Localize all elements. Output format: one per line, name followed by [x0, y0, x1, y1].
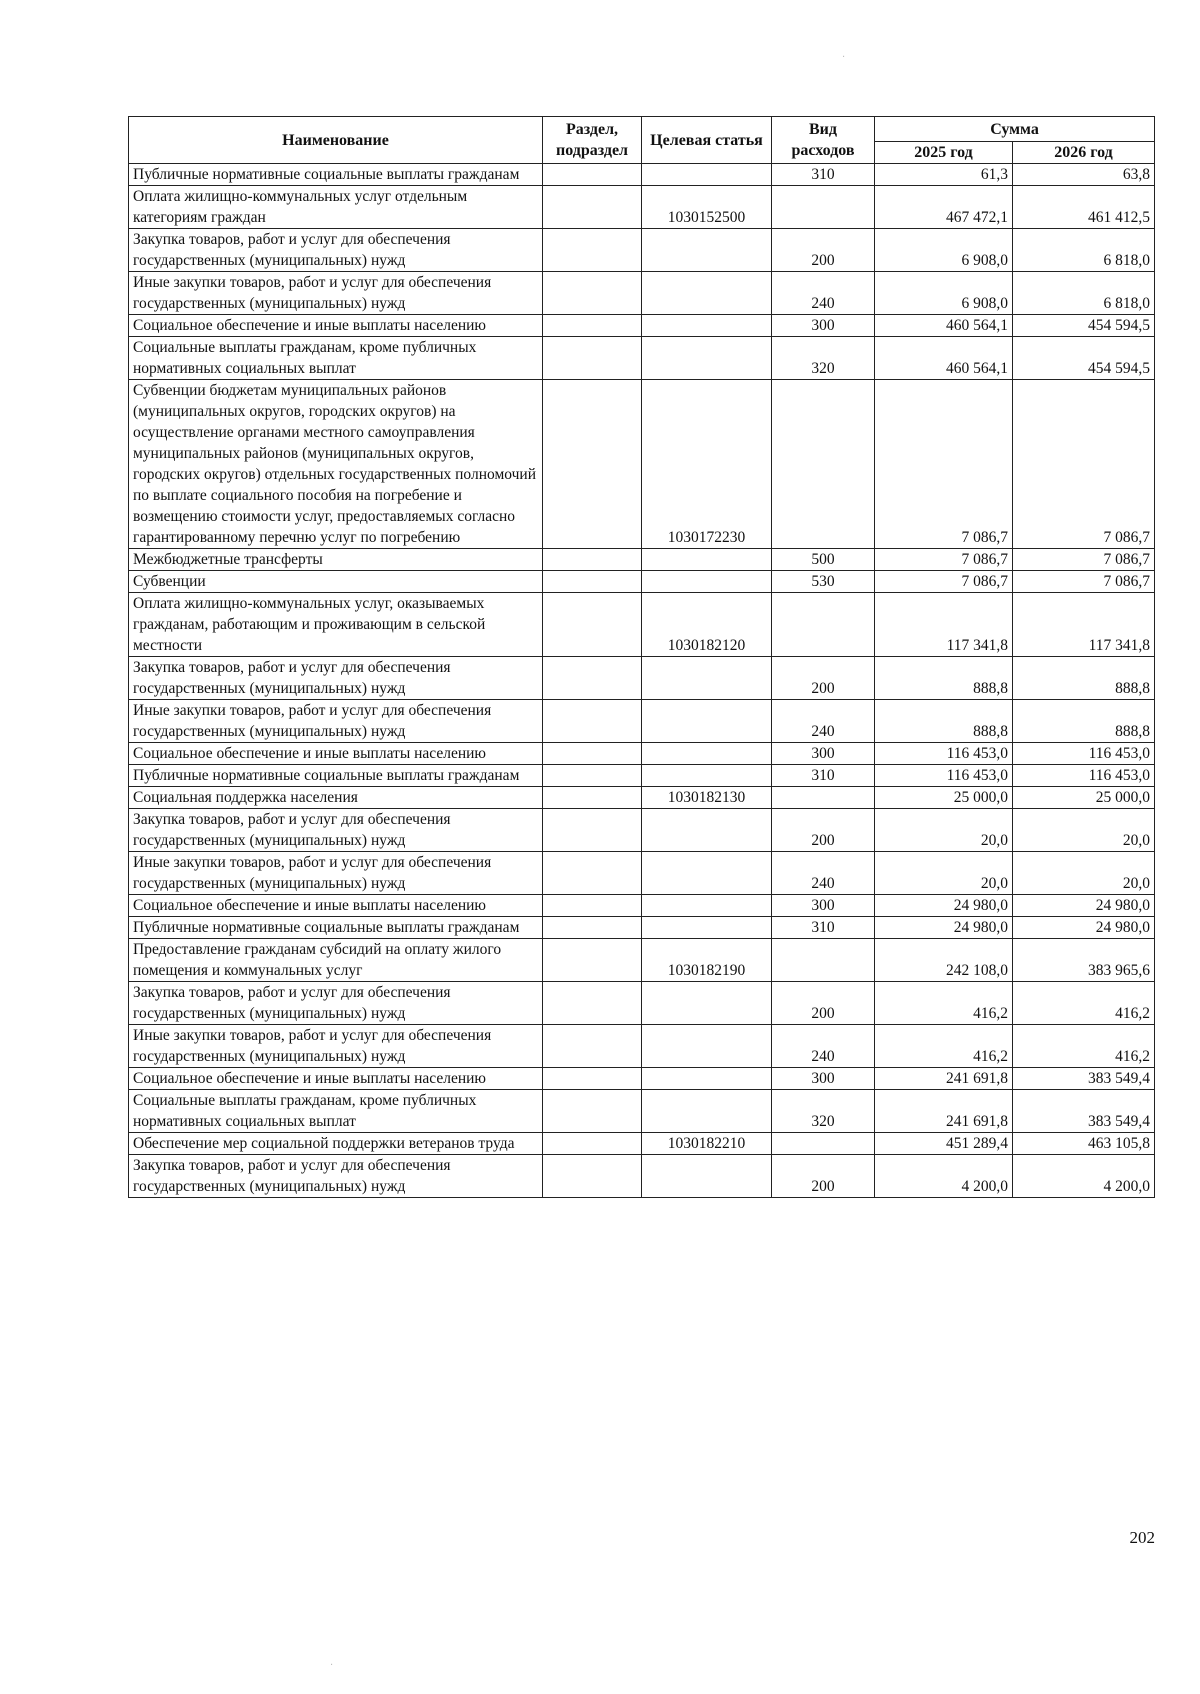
cell-target: 1030182120 — [642, 593, 772, 657]
cell-section — [543, 787, 642, 809]
cell-target: 1030182130 — [642, 787, 772, 809]
cell-target — [642, 315, 772, 337]
cell-kind — [772, 380, 875, 549]
cell-2026: 117 341,8 — [1013, 593, 1155, 657]
cell-target — [642, 571, 772, 593]
cell-kind: 240 — [772, 852, 875, 895]
header-kind: Вид расходов — [772, 117, 875, 164]
cell-kind: 320 — [772, 337, 875, 380]
cell-name: Иные закупки товаров, работ и услуг для обеспечения государственных (муниципальных) нужд — [129, 272, 543, 315]
table-row — [129, 1133, 1155, 1155]
cell-name: Субвенции бюджетам муниципальных районов (муниципальных округов, городских округов) на осуществление органами местного самоуправления муниципальных районов (муниципальных округов, городских округов) отдельных государственных полномочий по выплате социального пособия на погребение и возмещению стоимости услуг, предоставляемых согласно гарантированному перечню услуг по погребению — [129, 380, 543, 549]
cell-2025: 61,3 — [875, 164, 1013, 186]
cell-name: Субвенции — [129, 571, 543, 593]
cell-kind: 320 — [772, 1090, 875, 1133]
cell-section — [543, 272, 642, 315]
cell-name: Оплата жилищно-коммунальных услуг, оказываемых гражданам, работающим и проживающим в сельской местности — [129, 593, 543, 657]
table-row — [129, 315, 1155, 337]
cell-section — [543, 337, 642, 380]
table-body — [129, 164, 1155, 1198]
cell-kind: 310 — [772, 765, 875, 787]
cell-kind: 300 — [772, 315, 875, 337]
cell-section — [543, 593, 642, 657]
cell-2026: 463 105,8 — [1013, 1133, 1155, 1155]
cell-target — [642, 164, 772, 186]
cell-2026: 4 200,0 — [1013, 1155, 1155, 1198]
cell-target — [642, 1155, 772, 1198]
cell-section — [543, 982, 642, 1025]
cell-section — [543, 917, 642, 939]
cell-2025: 20,0 — [875, 809, 1013, 852]
header-section: Раздел, подраздел — [543, 117, 642, 164]
cell-section — [543, 657, 642, 700]
cell-2025: 24 980,0 — [875, 917, 1013, 939]
cell-name: Закупка товаров, работ и услуг для обеспечения государственных (муниципальных) нужд — [129, 657, 543, 700]
cell-2026: 454 594,5 — [1013, 315, 1155, 337]
cell-section — [543, 571, 642, 593]
cell-kind: 310 — [772, 917, 875, 939]
cell-target — [642, 657, 772, 700]
cell-2025: 25 000,0 — [875, 787, 1013, 809]
cell-2025: 116 453,0 — [875, 743, 1013, 765]
cell-2026: 416,2 — [1013, 982, 1155, 1025]
budget-table — [128, 116, 1155, 1198]
cell-target — [642, 700, 772, 743]
cell-2026: 24 980,0 — [1013, 917, 1155, 939]
cell-2026: 7 086,7 — [1013, 380, 1155, 549]
cell-kind — [772, 1133, 875, 1155]
cell-kind — [772, 939, 875, 982]
cell-name: Публичные нормативные социальные выплаты гражданам — [129, 164, 543, 186]
table-row — [129, 895, 1155, 917]
cell-2025: 20,0 — [875, 852, 1013, 895]
cell-name: Закупка товаров, работ и услуг для обеспечения государственных (муниципальных) нужд — [129, 809, 543, 852]
cell-2025: 888,8 — [875, 657, 1013, 700]
cell-2026: 454 594,5 — [1013, 337, 1155, 380]
header-target: Целевая статья — [642, 117, 772, 164]
table-row — [129, 1155, 1155, 1198]
cell-kind: 200 — [772, 657, 875, 700]
cell-2025: 242 108,0 — [875, 939, 1013, 982]
cell-section — [543, 380, 642, 549]
cell-section — [543, 809, 642, 852]
table-row — [129, 272, 1155, 315]
cell-kind: 240 — [772, 1025, 875, 1068]
cell-target — [642, 895, 772, 917]
cell-2026: 6 818,0 — [1013, 229, 1155, 272]
cell-2025: 7 086,7 — [875, 380, 1013, 549]
cell-2025: 467 472,1 — [875, 186, 1013, 229]
cell-section — [543, 700, 642, 743]
cell-name: Межбюджетные трансферты — [129, 549, 543, 571]
table-header — [129, 117, 1155, 164]
cell-kind: 240 — [772, 700, 875, 743]
cell-name: Иные закупки товаров, работ и услуг для обеспечения государственных (муниципальных) нужд — [129, 700, 543, 743]
table-row — [129, 939, 1155, 982]
cell-2026: 20,0 — [1013, 852, 1155, 895]
cell-name: Социальное обеспечение и иные выплаты населению — [129, 895, 543, 917]
header-year-2026: 2026 год — [1013, 142, 1155, 164]
cell-name: Публичные нормативные социальные выплаты гражданам — [129, 765, 543, 787]
cell-2026: 461 412,5 — [1013, 186, 1155, 229]
cell-section — [543, 229, 642, 272]
cell-kind: 300 — [772, 895, 875, 917]
cell-name: Обеспечение мер социальной поддержки ветеранов труда — [129, 1133, 543, 1155]
cell-section — [543, 939, 642, 982]
cell-target — [642, 1025, 772, 1068]
cell-2025: 416,2 — [875, 982, 1013, 1025]
cell-2026: 888,8 — [1013, 700, 1155, 743]
cell-2025: 4 200,0 — [875, 1155, 1013, 1198]
cell-2025: 24 980,0 — [875, 895, 1013, 917]
cell-2025: 460 564,1 — [875, 337, 1013, 380]
cell-kind: 200 — [772, 809, 875, 852]
cell-2026: 416,2 — [1013, 1025, 1155, 1068]
cell-section — [543, 164, 642, 186]
cell-name: Социальная поддержка населения — [129, 787, 543, 809]
cell-name: Иные закупки товаров, работ и услуг для обеспечения государственных (муниципальных) нужд — [129, 1025, 543, 1068]
cell-2025: 116 453,0 — [875, 765, 1013, 787]
cell-name: Социальные выплаты гражданам, кроме публичных нормативных социальных выплат — [129, 1090, 543, 1133]
table-row — [129, 787, 1155, 809]
scan-speck: · — [842, 52, 846, 63]
cell-name: Предоставление гражданам субсидий на оплату жилого помещения и коммунальных услуг — [129, 939, 543, 982]
cell-2026: 63,8 — [1013, 164, 1155, 186]
page-number: 202 — [1129, 1528, 1155, 1547]
cell-2026: 888,8 — [1013, 657, 1155, 700]
cell-name: Социальное обеспечение и иные выплаты населению — [129, 743, 543, 765]
table-row — [129, 917, 1155, 939]
cell-section — [543, 895, 642, 917]
cell-2026: 116 453,0 — [1013, 743, 1155, 765]
table-row — [129, 657, 1155, 700]
cell-target — [642, 549, 772, 571]
cell-section — [543, 315, 642, 337]
cell-2026: 20,0 — [1013, 809, 1155, 852]
cell-2026: 6 818,0 — [1013, 272, 1155, 315]
cell-2026: 383 549,4 — [1013, 1068, 1155, 1090]
scan-speck: · — [330, 1660, 334, 1671]
cell-2026: 7 086,7 — [1013, 571, 1155, 593]
cell-target — [642, 272, 772, 315]
cell-2026: 7 086,7 — [1013, 549, 1155, 571]
cell-section — [543, 852, 642, 895]
table-row — [129, 229, 1155, 272]
table-row — [129, 549, 1155, 571]
cell-2025: 451 289,4 — [875, 1133, 1013, 1155]
cell-2026: 116 453,0 — [1013, 765, 1155, 787]
table-row — [129, 571, 1155, 593]
cell-2025: 117 341,8 — [875, 593, 1013, 657]
cell-2025: 6 908,0 — [875, 229, 1013, 272]
cell-target — [642, 1068, 772, 1090]
cell-2025: 888,8 — [875, 700, 1013, 743]
cell-2025: 7 086,7 — [875, 571, 1013, 593]
cell-target — [642, 852, 772, 895]
cell-kind: 200 — [772, 229, 875, 272]
cell-name: Иные закупки товаров, работ и услуг для обеспечения государственных (муниципальных) нужд — [129, 852, 543, 895]
cell-section — [543, 1068, 642, 1090]
cell-kind — [772, 186, 875, 229]
header-name: Наименование — [129, 117, 543, 164]
cell-kind: 500 — [772, 549, 875, 571]
cell-2025: 241 691,8 — [875, 1090, 1013, 1133]
cell-name: Закупка товаров, работ и услуг для обеспечения государственных (муниципальных) нужд — [129, 1155, 543, 1198]
cell-2025: 460 564,1 — [875, 315, 1013, 337]
table-row — [129, 982, 1155, 1025]
cell-target — [642, 229, 772, 272]
table-row — [129, 380, 1155, 549]
table-row — [129, 1068, 1155, 1090]
table-row — [129, 809, 1155, 852]
cell-name: Социальное обеспечение и иные выплаты населению — [129, 1068, 543, 1090]
cell-kind: 300 — [772, 743, 875, 765]
cell-kind — [772, 787, 875, 809]
cell-target — [642, 809, 772, 852]
cell-kind: 300 — [772, 1068, 875, 1090]
cell-name: Закупка товаров, работ и услуг для обеспечения государственных (муниципальных) нужд — [129, 982, 543, 1025]
table-row — [129, 743, 1155, 765]
cell-section — [543, 1155, 642, 1198]
cell-2026: 383 549,4 — [1013, 1090, 1155, 1133]
cell-target — [642, 743, 772, 765]
cell-2026: 25 000,0 — [1013, 787, 1155, 809]
cell-kind: 200 — [772, 982, 875, 1025]
cell-2025: 6 908,0 — [875, 272, 1013, 315]
cell-section — [543, 765, 642, 787]
cell-target: 1030182210 — [642, 1133, 772, 1155]
table-row — [129, 1025, 1155, 1068]
cell-section — [543, 549, 642, 571]
cell-target: 1030152500 — [642, 186, 772, 229]
cell-kind: 200 — [772, 1155, 875, 1198]
cell-kind — [772, 593, 875, 657]
cell-target: 1030182190 — [642, 939, 772, 982]
cell-name: Публичные нормативные социальные выплаты гражданам — [129, 917, 543, 939]
cell-section — [543, 1025, 642, 1068]
cell-target: 1030172230 — [642, 380, 772, 549]
cell-2025: 241 691,8 — [875, 1068, 1013, 1090]
table-row — [129, 186, 1155, 229]
cell-2026: 383 965,6 — [1013, 939, 1155, 982]
table-row — [129, 700, 1155, 743]
table-row — [129, 593, 1155, 657]
cell-2025: 416,2 — [875, 1025, 1013, 1068]
cell-name: Закупка товаров, работ и услуг для обеспечения государственных (муниципальных) нужд — [129, 229, 543, 272]
cell-name: Оплата жилищно-коммунальных услуг отдельным категориям граждан — [129, 186, 543, 229]
cell-section — [543, 1090, 642, 1133]
cell-target — [642, 982, 772, 1025]
cell-target — [642, 917, 772, 939]
table-row — [129, 164, 1155, 186]
cell-name: Социальные выплаты гражданам, кроме публичных нормативных социальных выплат — [129, 337, 543, 380]
cell-section — [543, 1133, 642, 1155]
table-row — [129, 765, 1155, 787]
cell-target — [642, 1090, 772, 1133]
cell-target — [642, 765, 772, 787]
cell-section — [543, 743, 642, 765]
table-row — [129, 337, 1155, 380]
table-row — [129, 852, 1155, 895]
cell-kind: 530 — [772, 571, 875, 593]
cell-2025: 7 086,7 — [875, 549, 1013, 571]
cell-kind: 310 — [772, 164, 875, 186]
cell-name: Социальное обеспечение и иные выплаты населению — [129, 315, 543, 337]
header-year-2025: 2025 год — [875, 142, 1013, 164]
cell-2026: 24 980,0 — [1013, 895, 1155, 917]
table-row — [129, 1090, 1155, 1133]
cell-kind: 240 — [772, 272, 875, 315]
cell-target — [642, 337, 772, 380]
cell-section — [543, 186, 642, 229]
header-sum: Сумма — [875, 117, 1155, 142]
